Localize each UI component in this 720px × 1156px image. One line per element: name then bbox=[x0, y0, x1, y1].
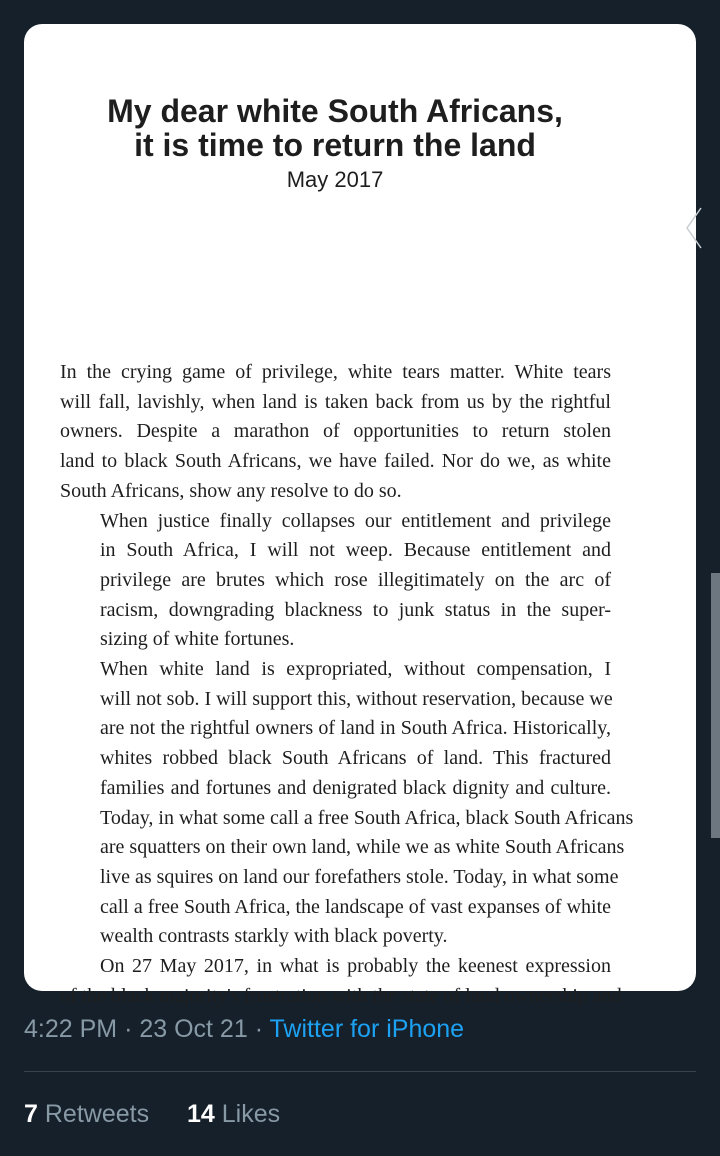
body-line: In the crying game of privilege, white tears matter. White tears bbox=[60, 361, 611, 383]
document-title-line-2: it is time to return the land bbox=[134, 127, 536, 163]
chevron-left-icon[interactable] bbox=[684, 206, 702, 250]
paragraph-3 bbox=[60, 655, 634, 952]
body-line: will fall, lavishly, when land is taken back from us by the rightful bbox=[60, 390, 611, 413]
body-line: owners. Despite a marathon of opportunities to return stolen bbox=[60, 420, 611, 443]
body-line: When white land is expropriated, without compensation, I bbox=[100, 658, 611, 681]
body-line: On 27 May 2017, in what is probably the keenest expression bbox=[100, 955, 611, 978]
tweet-image[interactable] bbox=[24, 24, 696, 1007]
paragraph-2 bbox=[60, 507, 611, 656]
document-title bbox=[24, 94, 646, 162]
cut-off-text: of the black majority's frustration with the state of land ownership and bbox=[60, 985, 622, 1007]
likes-link[interactable] bbox=[187, 1100, 280, 1128]
body-line: sizing of white fortunes. bbox=[100, 628, 295, 651]
body-line: South Africans, show any resolve to do so. bbox=[60, 479, 402, 502]
tweet-stats bbox=[24, 1100, 280, 1129]
tweet-time[interactable]: 4:22 PM bbox=[24, 1015, 118, 1043]
body-line: wealth contrasts starkly with black poverty. bbox=[100, 925, 448, 948]
body-line: live as squires on land our forefathers stole. Today, in what some bbox=[100, 865, 619, 888]
body-line: Today, in what some call a free South Africa, black South Africans bbox=[100, 806, 634, 829]
body-line: families and fortunes and denigrated black dignity and culture. bbox=[100, 776, 611, 799]
tweet-timestamp bbox=[24, 1015, 464, 1044]
retweets-link[interactable] bbox=[24, 1100, 156, 1128]
scrollbar-thumb[interactable] bbox=[711, 573, 720, 838]
likes-count: 14 bbox=[186, 1100, 215, 1128]
retweets-label: Retweets bbox=[44, 1100, 150, 1128]
body-line: in South Africa, I will not weep. Because entitlement and bbox=[100, 539, 611, 562]
body-line: are squatters on their own land, while we as white South Africans bbox=[100, 836, 625, 859]
separator-dot: · bbox=[254, 1015, 270, 1043]
document-body bbox=[60, 358, 634, 982]
body-line: When justice finally collapses our entitlement and privilege bbox=[100, 509, 611, 532]
body-line: call a free South Africa, the landscape of vast expanses of white bbox=[100, 895, 611, 918]
tweet-source-link[interactable]: Twitter for iPhone bbox=[269, 1015, 465, 1043]
body-line: racism, downgrading blackness to junk status in the super- bbox=[100, 598, 611, 621]
document-date: May 2017 bbox=[286, 167, 384, 192]
likes-label: Likes bbox=[221, 1100, 281, 1128]
retweets-count: 7 bbox=[24, 1100, 38, 1128]
body-line: are not the rightful owners of land in South Africa. Historically, bbox=[100, 717, 611, 740]
separator-dot: · bbox=[124, 1015, 140, 1043]
body-line: will not sob. I will support this, without reservation, because we bbox=[100, 687, 613, 710]
paragraph-4 bbox=[60, 952, 611, 982]
body-line: whites robbed black South Africans of land. This fractured bbox=[100, 747, 611, 770]
document-title-line-1: My dear white South Africans, bbox=[107, 93, 563, 129]
tweet-date[interactable]: 23 Oct 21 bbox=[139, 1015, 248, 1043]
cut-off-text-line bbox=[60, 985, 622, 1007]
divider bbox=[24, 1071, 696, 1072]
body-line: privilege are brutes which rose illegitimately on the arc of bbox=[100, 568, 611, 591]
paragraph-1 bbox=[60, 358, 611, 507]
body-line: land to black South Africans, we have failed. Nor do we, as white bbox=[60, 450, 611, 473]
